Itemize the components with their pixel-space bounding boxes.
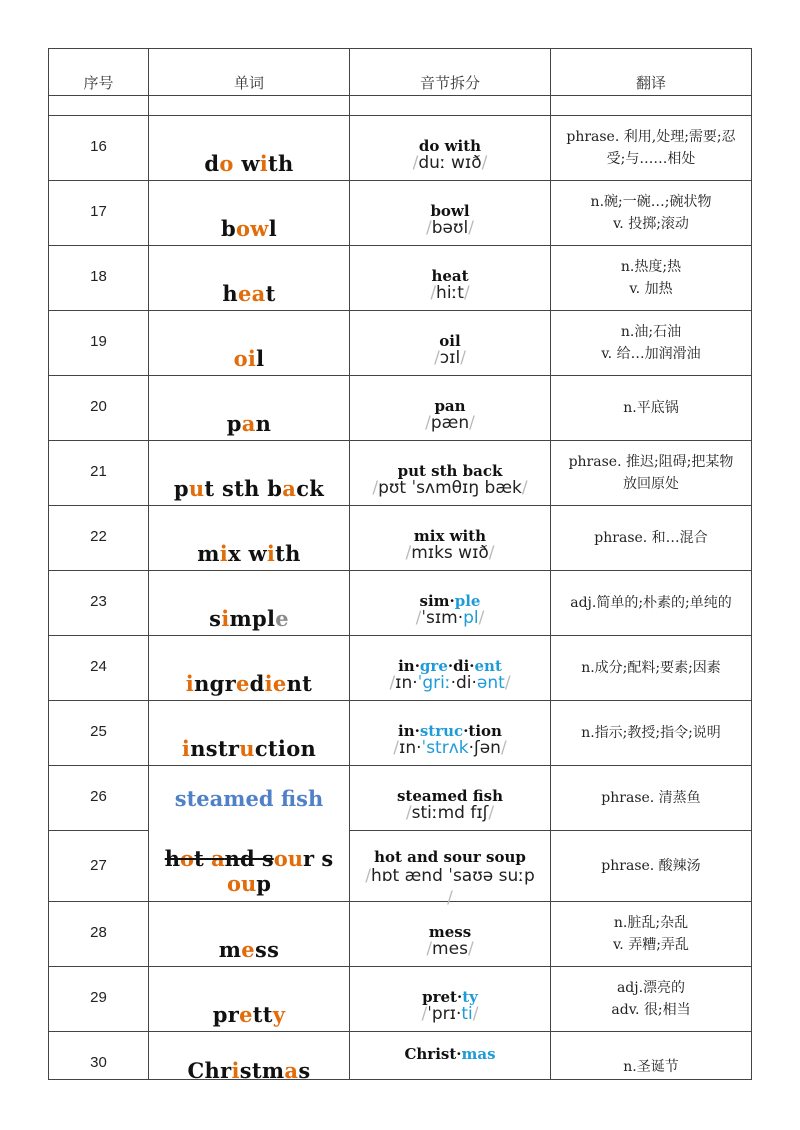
header-translation: 翻译 [551,49,752,96]
translation: n.指示;教授;指令;说明 [581,725,721,741]
word-steamed-fish: steamed fish [174,786,324,811]
translation: phrase. 清蒸鱼 [601,790,701,806]
syllables: Christ·mas [404,1045,496,1063]
row-number: 19 [90,333,107,350]
translation: n.热度;热 v. 加热 [620,259,682,297]
table-row [49,311,752,376]
syllables: heat [431,267,469,285]
row-number: 30 [90,1054,107,1071]
word: oil [233,346,265,371]
row-number: 26 [90,788,107,805]
row-number: 17 [90,203,107,220]
table-header [49,49,752,96]
table-row [49,1032,752,1083]
table-row [49,376,752,441]
word: heat [222,281,276,306]
phonetic: /mɪks wɪð/ [405,543,495,563]
phonetic: /bəʊl/ [426,218,474,238]
translation: n.碗;一碗…;碗状物 v. 投掷;滚动 [590,194,712,232]
table-row [49,181,752,246]
phonetic: /pæn/ [425,413,475,433]
translation: phrase. 酸辣汤 [601,858,701,874]
table-row [49,246,752,311]
word: pretty [212,1002,286,1027]
translation: phrase. 推迟;阻碍;把某物 放回原处 [568,454,734,492]
table-row [49,116,752,181]
header-word: 单词 [149,49,350,96]
word: mix with [197,541,301,566]
word: mess [218,937,280,962]
phonetic: /ɔɪl/ [434,348,466,368]
syllables: oil [439,332,461,350]
phonetic: /ˈprɪ·ti/ [421,1004,479,1024]
vocabulary-table [48,48,752,1083]
translation: n.圣诞节 [623,1059,679,1075]
row-number: 21 [90,463,107,480]
table-row [49,571,752,636]
spacer-row [49,96,752,116]
row-number: 29 [90,989,107,1006]
translation: n.油;石油 v. 给…加润滑油 [601,324,701,362]
row-number: 28 [90,924,107,941]
merged-rows [49,766,752,908]
translation: adj.简单的;朴素的;单纯的 [570,595,732,611]
translation: n.平底锅 [623,400,679,416]
row-number: 20 [90,398,107,415]
phonetic: /stiːmd fɪʃ/ [405,803,495,823]
syllables: mix with [413,527,487,545]
table-row [49,636,752,701]
translation: n.成分;配料;要素;因素 [581,660,721,676]
syllables: put sth back [397,462,503,480]
syllables: pan [434,397,466,415]
phonetic: /hiːt/ [430,283,470,303]
phonetic: /pʊt ˈsʌmθɪŋ bæk/ [372,478,528,498]
translation: adj.漂亮的 adv. 很;相当 [611,980,691,1018]
phonetic: /ɪn·ˈgriː·di·ənt/ [389,673,511,693]
syllables: mess [428,923,472,941]
syllables: sim·ple [419,592,481,610]
translation: phrase. 利用,处理;需要;忍 受;与……相处 [566,129,736,167]
phonetic: /ˈsɪm·pl/ [415,608,485,628]
word: ingredient [185,671,313,696]
syllables: pret·ty [422,988,478,1006]
phonetic: /ɪn·ˈstrʌk·ʃən/ [393,738,507,758]
row-number: 16 [90,138,107,155]
row-number: 27 [90,857,107,874]
word-hot-and-sour-soup: hot and sour s oup [164,846,334,896]
word: put sth back [173,476,325,501]
row-number: 23 [90,593,107,610]
syllables: in·gre·di·ent [398,657,502,675]
word: bowl [221,216,277,241]
phonetic: /duː wɪð/ [412,153,488,173]
phonetic: /mes/ [426,939,474,959]
table-row [49,506,752,571]
word: Christmas [187,1058,311,1083]
table-row [49,967,752,1032]
word: do with [204,151,294,176]
table-row [49,701,752,766]
syllables: steamed fish [396,787,504,805]
table-row [49,902,752,967]
syllables: in·struc·tion [398,722,502,740]
table-row [49,441,752,506]
phonetic: /hɒt ænd ˈsaʊə suːp / [365,866,535,908]
word: pan [226,411,272,436]
row-number: 22 [90,528,107,545]
row-number: 25 [90,723,107,740]
row-number: 18 [90,268,107,285]
translation: n.脏乱;杂乱 v. 弄糟;弄乱 [613,915,689,953]
header-syllable: 音节拆分 [350,49,551,96]
translation: phrase. 和…混合 [594,530,708,546]
syllables: hot and sour soup [374,848,526,866]
word: instruction [181,736,317,761]
syllables: bowl [430,202,470,220]
word: simple [209,606,289,631]
row-number: 24 [90,658,107,675]
header-num: 序号 [49,49,149,96]
syllables: do with [418,137,482,155]
